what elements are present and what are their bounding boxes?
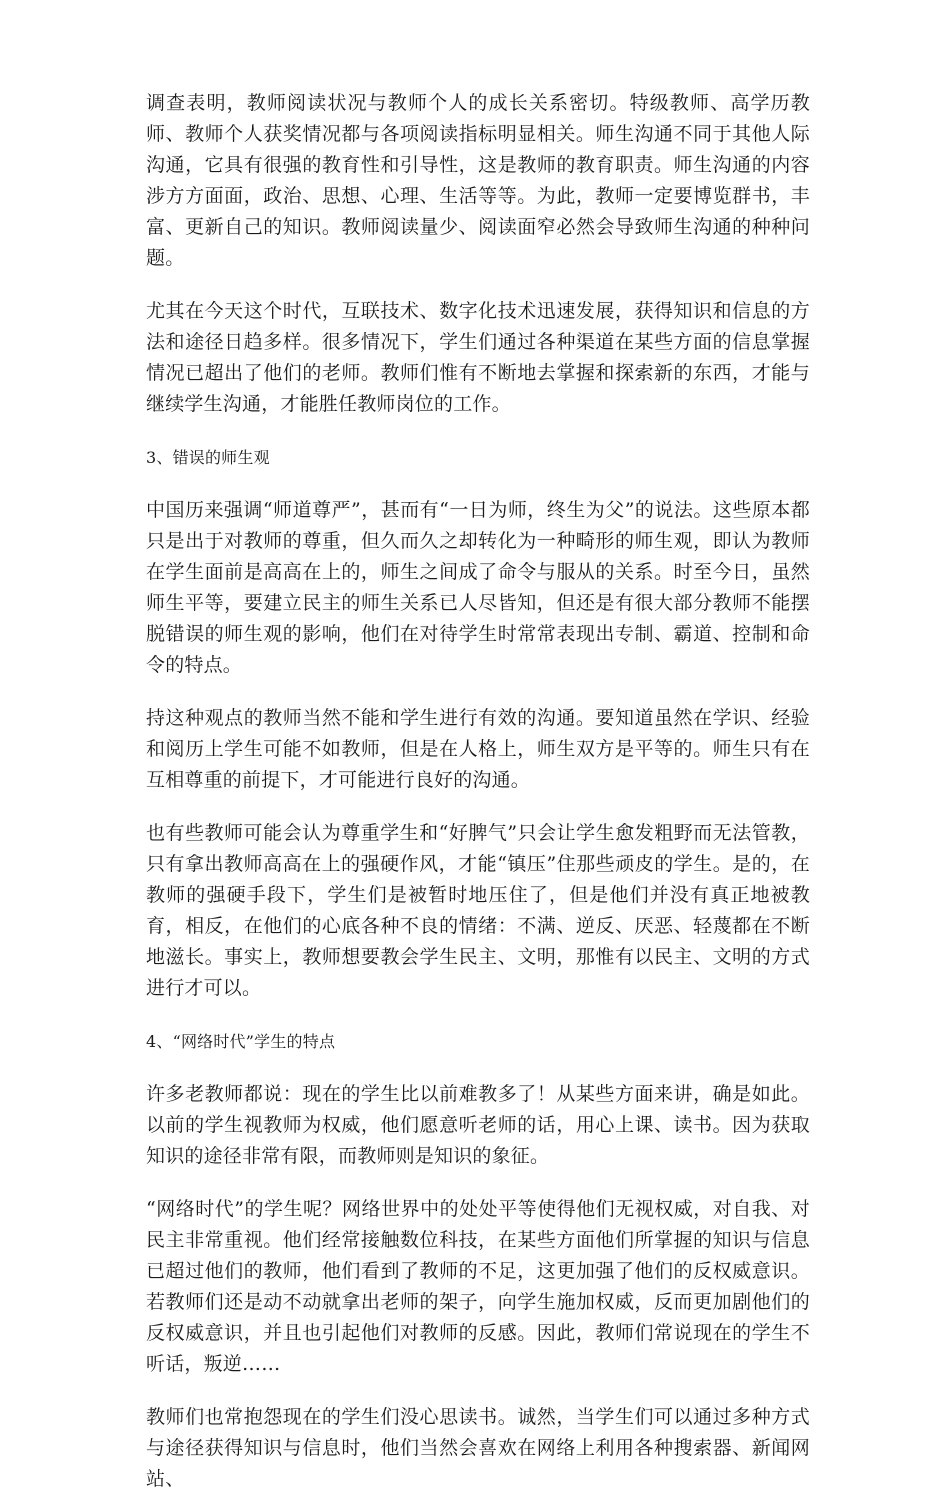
paragraph-information-age: 尤其在今天这个时代，互联技术、数字化技术迅速发展，获得知识和信息的方法和途径日趋多样。很多情况下，学生们通过各种渠道在某些方面的信息掌握情况已超出了他们的老师。教师们惟有不断地去掌握和探索新的东西，才能与继续学生沟通，才能胜任教师岗位的工作。: [146, 300, 810, 415]
paragraph-no-mind-to-study: 教师们也常抱怨现在的学生们没心思读书。诚然，当学生们可以通过多种方式与途径获得知识与信息时，他们当然会喜欢在网络上利用各种搜索器、新闻网站、: [146, 1406, 810, 1490]
paragraph-reading-survey: 调查表明，教师阅读状况与教师个人的成长关系密切。特级教师、高学历教师、教师个人获奖情况都与各项阅读指标明显相关。师生沟通不同于其他人际沟通，它具有很强的教育性和引导性，这是教师的教育职责。师生沟通的内容涉方方面面，政治、思想、心理、生活等等。为此，教师一定要博览群书，丰富、更新自己的知识。教师阅读量少、阅读面窄必然会导致师生沟通的种种问题。: [146, 92, 810, 269]
paragraph-equal-respect: 持这种观点的教师当然不能和学生进行有效的沟通。要知道虽然在学识、经验和阅历上学生可能不如教师，但是在人格上，师生双方是平等的。师生只有在互相尊重的前提下，才可能进行良好的沟通。: [146, 707, 810, 791]
paragraph-old-teachers: 许多老教师都说：现在的学生比以前难教多了！从某些方面来讲，确是如此。以前的学生视教师为权威，他们愿意听老师的话，用心上课、读书。因为获取知识的途径非常有限，而教师则是知识的象征。: [146, 1083, 810, 1167]
paragraph-teacher-dignity: 中国历来强调“师道尊严”，甚而有“一日为师，终生为父”的说法。这些原本都只是出于对教师的尊重，但久而久之却转化为一种畸形的师生观，即认为教师在学生面前是高高在上的，师生之间成了命令与服从的关系。时至今日，虽然师生平等，要建立民主的师生关系已人尽皆知，但还是有很大部分教师不能摆脱错误的师生观的影响，他们在对待学生时常常表现出专制、霸道、控制和命令的特点。: [146, 499, 810, 676]
section-heading-network-era: 4、“网络时代”学生的特点: [146, 1032, 336, 1051]
paragraph-network-students: “网络时代”的学生呢？网络世界中的处处平等使得他们无视权威，对自我、对民主非常重视。他们经常接触数位科技，在某些方面他们所掌握的知识与信息已超过他们的教师，他们看到了教师的不足，这更加强了他们的反权威意识。若教师们还是动不动就拿出老师的架子，向学生施加权威，反而更加剧他们的反权威意识，并且也引起他们对教师的反感。因此，教师们常说现在的学生不听话，叛逆……: [146, 1198, 810, 1375]
section-heading-wrong-view: 3、错误的师生观: [146, 448, 270, 467]
paragraph-good-temper: 也有些教师可能会认为尊重学生和“好脾气”只会让学生愈发粗野而无法管教，只有拿出教师高高在上的强硬作风，才能“镇压”住那些顽皮的学生。是的，在教师的强硬手段下，学生们是被暂时地压住了，但是他们并没有真正地被教育，相反，在他们的心底各种不良的情绪：不满、逆反、厌恶、轻蔑都在不断地滋长。事实上，教师想要教会学生民主、文明，那惟有以民主、文明的方式进行才可以。: [146, 822, 810, 999]
